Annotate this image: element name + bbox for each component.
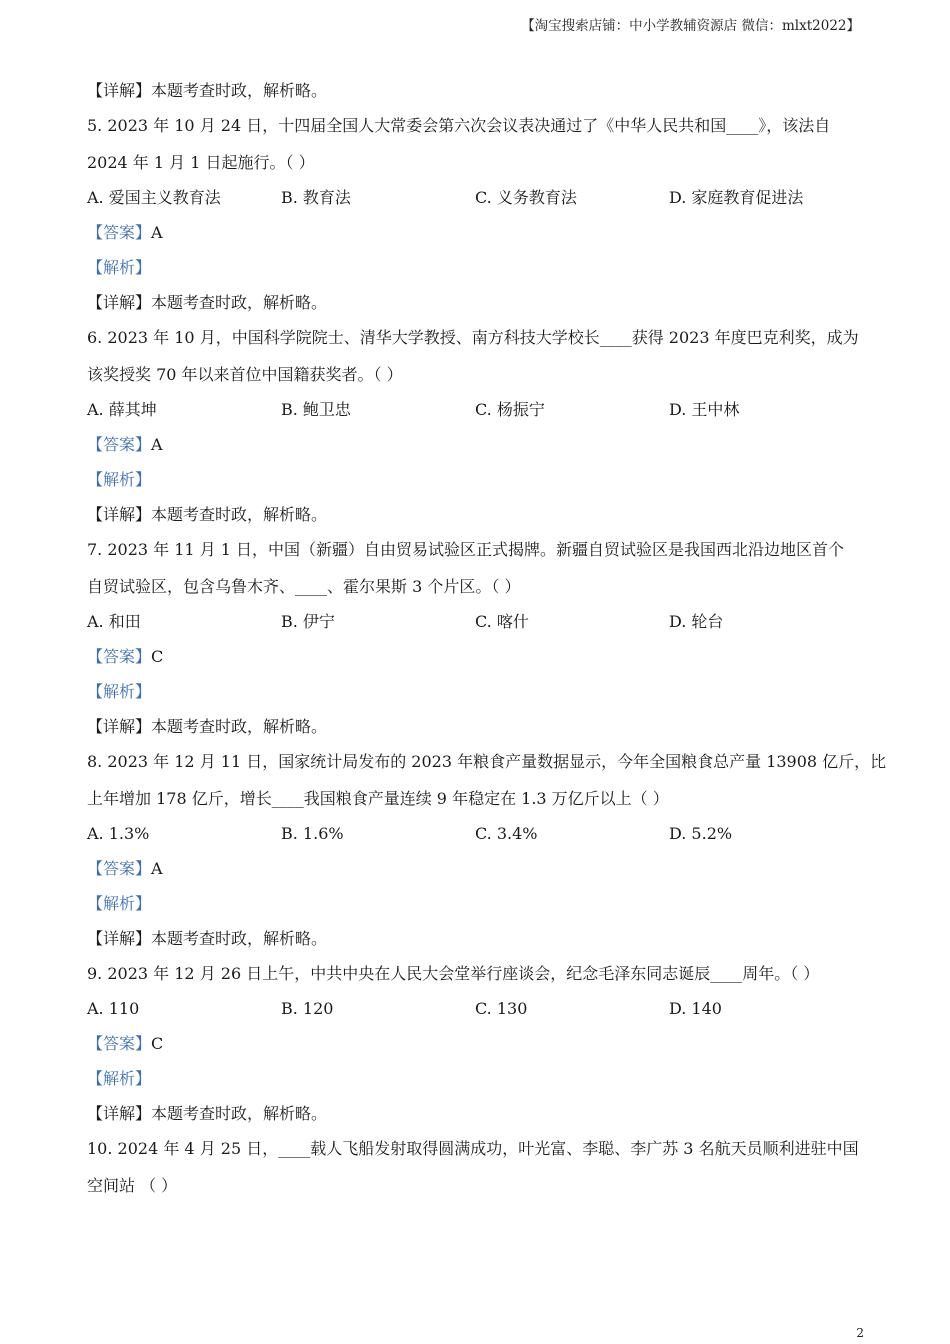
answer-value: A	[151, 859, 163, 878]
question-stem-cont: 空间站 （ ）	[87, 1176, 178, 1195]
options-row	[87, 185, 877, 220]
options-row	[87, 609, 877, 644]
option-c: C. 130	[475, 999, 528, 1018]
answer-line	[87, 856, 877, 891]
option-a: A. 薛其坤	[87, 400, 157, 419]
question-stem-cont: 上年增加 178 亿斤，增长____我国粮食产量连续 9 年稳定在 1.3 万亿斤以上（ ）	[87, 789, 669, 808]
answer-line	[87, 1031, 877, 1066]
question-10	[87, 1136, 877, 1208]
page-header: 【淘宝搜索店铺：中小学教辅资源店 微信：mlxt2022】	[521, 18, 860, 34]
option-b: B. 120	[281, 999, 334, 1018]
question-stem-cont: 该奖授奖 70 年以来首位中国籍获奖者。（ ）	[87, 365, 403, 384]
question-stem: 6. 2023 年 10 月，中国科学院院士、清华大学教授、南方科技大学校长____获得 2023 年度巴克利奖，成为	[87, 328, 859, 347]
options-row	[87, 821, 877, 856]
option-a: A. 1.3%	[87, 824, 150, 843]
detail-line: 【详解】本题考查时政，解析略。	[87, 293, 328, 312]
answer-value: C	[151, 1034, 164, 1053]
detail-line: 【详解】本题考查时政，解析略。	[87, 1104, 328, 1123]
option-d: D. 王中林	[669, 400, 740, 419]
option-b: B. 鲍卫忠	[281, 400, 351, 419]
option-d: D. 140	[669, 999, 722, 1018]
answer-label: 【答案】	[87, 647, 152, 666]
option-d: D. 5.2%	[669, 824, 733, 843]
detail-line: 【详解】本题考查时政，解析略。	[87, 929, 328, 948]
analysis-label: 【解析】	[87, 470, 152, 489]
option-c: C. 义务教育法	[475, 188, 577, 207]
answer-value: C	[151, 647, 164, 666]
option-c: C. 杨振宁	[475, 400, 545, 419]
option-c: C. 3.4%	[475, 824, 538, 843]
options-row	[87, 397, 877, 432]
question-5	[87, 113, 877, 325]
options-row	[87, 996, 877, 1031]
analysis-label: 【解析】	[87, 258, 152, 277]
question-stem: 8. 2023 年 12 月 11 日，国家统计局发布的 2023 年粮食产量数据显示，今年全国粮食总产量 13908 亿斤，比	[87, 752, 887, 771]
answer-label: 【答案】	[87, 435, 152, 454]
option-b: B. 伊宁	[281, 612, 335, 631]
page-number: 2	[856, 1326, 864, 1340]
answer-label: 【答案】	[87, 1034, 152, 1053]
question-7	[87, 537, 877, 749]
question-stem-cont: 2024 年 1 月 1 日起施行。（ ）	[87, 153, 315, 172]
answer-value: A	[151, 435, 163, 454]
option-d: D. 轮台	[669, 612, 724, 631]
detail-line: 【详解】本题考查时政，解析略。	[87, 81, 328, 100]
answer-label: 【答案】	[87, 859, 152, 878]
document-body	[87, 78, 887, 1208]
answer-label: 【答案】	[87, 223, 152, 242]
question-9	[87, 961, 877, 1136]
answer-line	[87, 220, 877, 255]
option-d: D. 家庭教育促进法	[669, 188, 804, 207]
question-stem: 7. 2023 年 11 月 1 日，中国（新疆）自由贸易试验区正式揭牌。新疆自贸试验区是我国西北沿边地区首个	[87, 540, 845, 559]
question-6	[87, 325, 877, 537]
question-stem: 5. 2023 年 10 月 24 日，十四届全国人大常委会第六次会议表决通过了《中华人民共和国____》，该法自	[87, 116, 831, 135]
question-stem: 9. 2023 年 12 月 26 日上午，中共中央在人民大会堂举行座谈会，纪念毛泽东同志诞辰____周年。（ ）	[87, 964, 820, 983]
option-a: A. 爱国主义教育法	[87, 188, 221, 207]
option-b: B. 1.6%	[281, 824, 344, 843]
answer-value: A	[151, 223, 163, 242]
option-b: B. 教育法	[281, 188, 351, 207]
question-8	[87, 749, 887, 961]
analysis-label: 【解析】	[87, 682, 152, 701]
option-c: C. 喀什	[475, 612, 529, 631]
option-a: A. 和田	[87, 612, 141, 631]
option-a: A. 110	[87, 999, 140, 1018]
answer-line	[87, 432, 877, 467]
analysis-label: 【解析】	[87, 894, 152, 913]
detail-line: 【详解】本题考查时政，解析略。	[87, 505, 328, 524]
question-stem-cont: 自贸试验区，包含乌鲁木齐、____、霍尔果斯 3 个片区。（ ）	[87, 577, 521, 596]
analysis-label: 【解析】	[87, 1069, 152, 1088]
question-stem: 10. 2024 年 4 月 25 日，____载人飞船发射取得圆满成功，叶光富、李聪、李广苏 3 名航天员顺利进驻中国	[87, 1139, 859, 1158]
detail-line: 【详解】本题考查时政，解析略。	[87, 717, 328, 736]
answer-line	[87, 644, 877, 679]
